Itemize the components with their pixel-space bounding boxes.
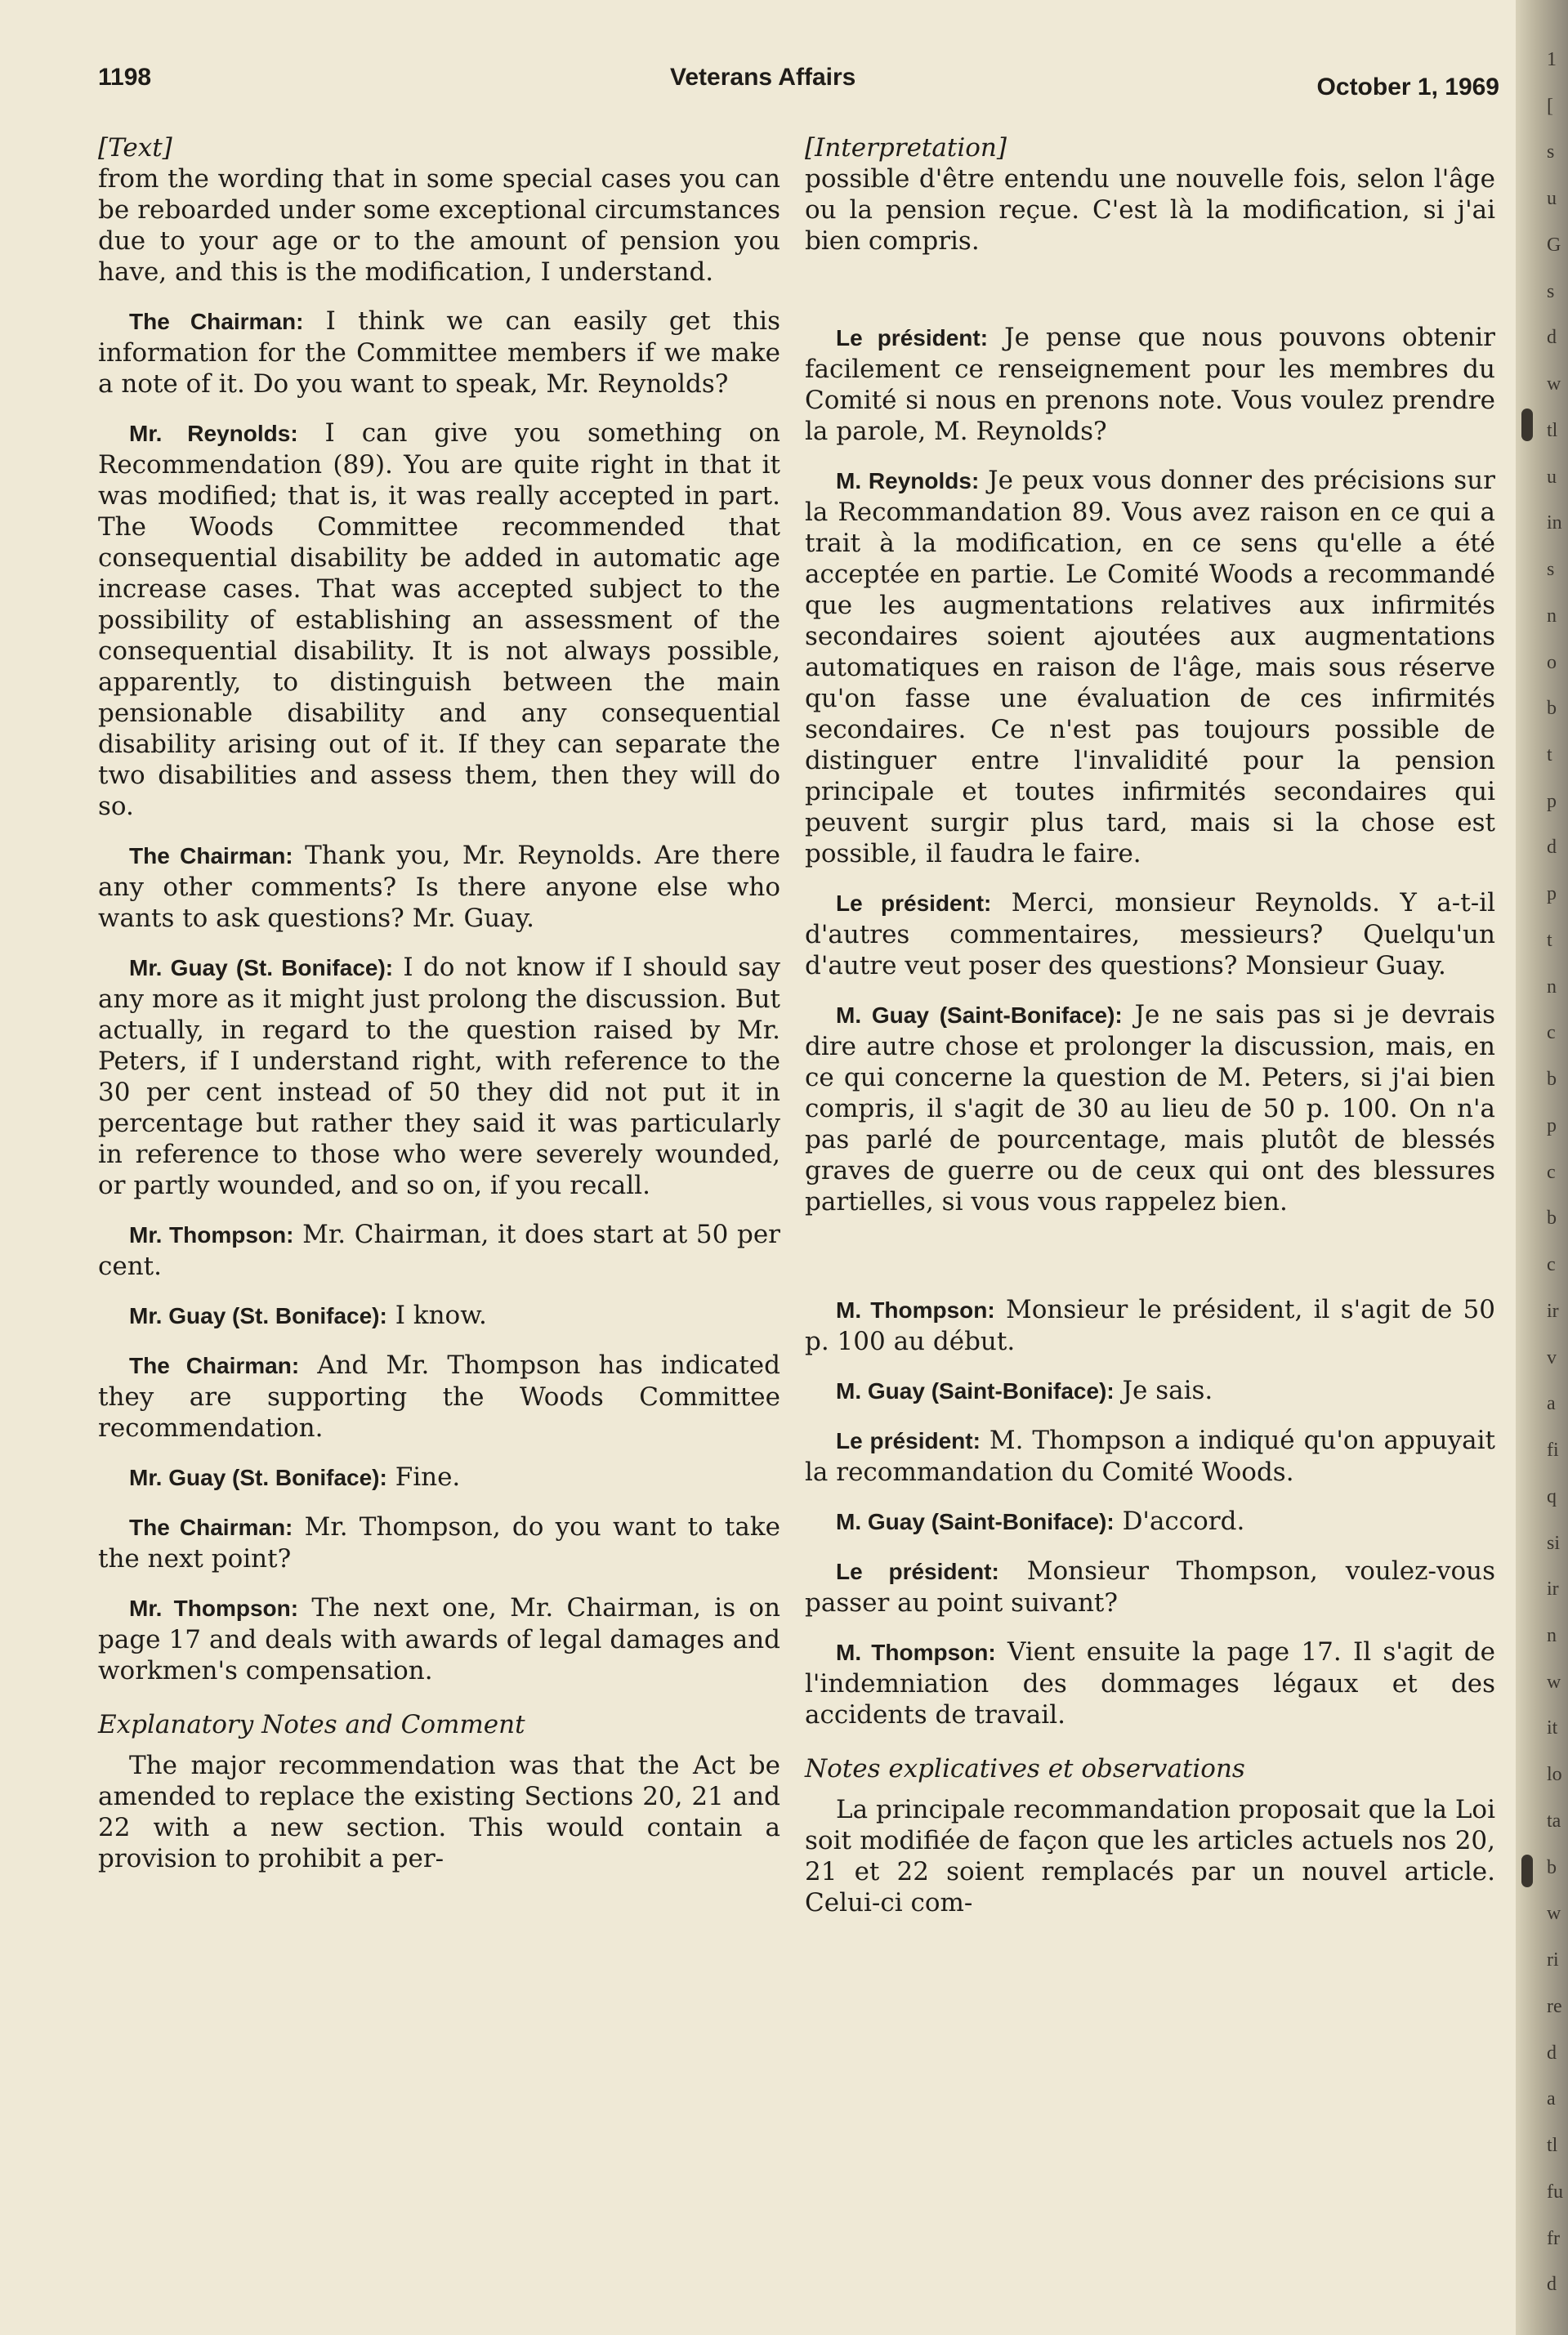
facing-page-fragment: c xyxy=(1547,1022,1556,1044)
facing-page-fragment: s xyxy=(1547,280,1555,302)
speaker-name: M. Guay (Saint-Boniface): xyxy=(836,1002,1123,1028)
page-date: October 1, 1969 xyxy=(1316,74,1499,100)
speaker-name: The Chairman: xyxy=(129,1515,293,1540)
section-subheading: Notes explicatives et observations xyxy=(805,1754,1245,1784)
speech-text: Je peux vous donner des précisions sur la Recommandation 89. Vous avez raison en ce qui a trait à la modification, en ce sens qu'elle a été acceptée en partie. Le Comité Woods a recommandé que les augmentations relatives aux infirmités secondaires soient ajoutées aux augmentations automatiques en raison de l'âge, mais sous réserve qu'on fasse une évaluation de ces infirmités secondaires. Ce n'est pas toujours possible de distinguer entre l'invalidité pour la pension principale et toutes infirmités secondaires qui peuvent surgir plus tard, mais si la chose est possible, il faudra le faire. xyxy=(805,466,1495,868)
facing-page-fragment: p xyxy=(1547,883,1557,905)
facing-page-fragment: o xyxy=(1547,651,1557,673)
speech-text: I think we can easily get this information for the Committee members if we make a note of it. Do you want to speak, Mr. Reynolds? xyxy=(98,306,780,399)
speech-text: I do not know if I should say any more as it might just prolong the discussion. But actually, in regard to the question raised by Mr. Peters, if I understand right, with reference to the 30 per cent instead of 50 they did not put it in percentage but rather they said it was particularly in reference to those who were severely wounded, or partly wounded, and so on, if you recall. xyxy=(98,953,781,1200)
facing-page-fragment: it xyxy=(1547,1717,1558,1739)
speaker-name: The Chairman: xyxy=(129,843,293,868)
speech-paragraph xyxy=(98,840,780,934)
speech-text: Je pense que nous pouvons obtenir facilement ce renseignement pour les membres du Comité si nous en prenons note. Vous voulez prendre la parole, M. Reynolds? xyxy=(805,323,1495,446)
facing-page-fragment: w xyxy=(1547,1671,1561,1693)
speech-paragraph xyxy=(805,1556,1495,1618)
speaker-name: M. Guay (Saint-Boniface): xyxy=(836,1509,1115,1534)
column-heading: [Interpretation] xyxy=(805,133,1007,163)
facing-page-fragment: q xyxy=(1547,1485,1557,1507)
section-subheading: Explanatory Notes and Comment xyxy=(98,1710,525,1739)
page-number: 1198 xyxy=(98,64,152,91)
speech-text: Fine. xyxy=(395,1462,461,1492)
facing-page-fragment: b xyxy=(1547,698,1557,720)
facing-page-fragment: n xyxy=(1547,976,1557,998)
page-header xyxy=(98,64,1499,105)
facing-page-fragment: fu xyxy=(1547,2181,1563,2203)
facing-page-fragment: s xyxy=(1547,141,1555,163)
facing-page-fragment: ir xyxy=(1547,1578,1559,1601)
speech-text: Je sais. xyxy=(1122,1376,1213,1405)
facing-page-fragment: d xyxy=(1547,2042,1557,2064)
speech-paragraph xyxy=(98,1592,780,1686)
column-heading: [Text] xyxy=(98,133,172,163)
facing-page-fragment: tl xyxy=(1547,2135,1558,2157)
continuation-paragraph: possible d'être entendu une nouvelle fois, selon l'âge ou la pension reçue. C'est là la modification, si j'ai bien compris. xyxy=(805,164,1495,256)
speech-paragraph xyxy=(805,1294,1495,1357)
speech-paragraph xyxy=(98,1511,780,1574)
facing-page-fragment: p xyxy=(1547,790,1557,812)
speech-paragraph xyxy=(805,322,1495,447)
speech-paragraph xyxy=(805,887,1495,981)
binding-hole-mark xyxy=(1521,409,1533,441)
speech-text: Vient ensuite la page 17. Il s'agit de l'indemniation des dommages légaux et des accidents de travail. xyxy=(805,1637,1496,1730)
binding-hole-mark xyxy=(1521,1855,1533,1887)
speech-text: Mr. Chairman, it does start at 50 per cent. xyxy=(98,1220,780,1281)
facing-page-fragment: n xyxy=(1547,1624,1557,1646)
facing-page-fragment: d xyxy=(1547,327,1557,349)
speech-paragraph xyxy=(98,1462,780,1493)
facing-page-fragment: a xyxy=(1547,1393,1556,1415)
facing-page-fragment: lo xyxy=(1547,1764,1562,1786)
speech-text: And Mr. Thompson has indicated they are supporting the Woods Committee recommendation. xyxy=(98,1351,780,1443)
facing-page-fragment: c xyxy=(1547,1161,1556,1183)
speaker-name: Le président: xyxy=(836,1428,981,1453)
facing-page-fragment: t xyxy=(1547,929,1552,951)
speech-text: Thank you, Mr. Reynolds. Are there any other comments? Is there anyone else who wants to ask questions? Mr. Guay. xyxy=(98,841,781,933)
speech-text: D'accord. xyxy=(1122,1507,1245,1536)
facing-page-fragment: 1 xyxy=(1547,49,1557,70)
speaker-name: M. Reynolds: xyxy=(836,468,980,493)
facing-page-fragment: v xyxy=(1547,1346,1557,1368)
speech-paragraph xyxy=(98,417,780,822)
speaker-name: Mr. Thompson: xyxy=(129,1596,299,1621)
speech-text: I can give you something on Recommendation (89). You are quite right in that it was modified; that is, it was really accepted in part. The Woods Committee recommended that consequential disability be added in automatic age increase cases. That was accepted subject to the possibility of establishing an assessment of the consequential disability. It is not always possible, apparently, to distinguish between the main pensionable disability and any consequential disability arising out of it. If they can separate the two disabilities and assess them, then they will do so. xyxy=(98,418,780,821)
speech-paragraph xyxy=(98,306,780,400)
facing-page-fragment: re xyxy=(1547,1995,1562,2017)
facing-page-fragment: w xyxy=(1547,1903,1561,1925)
speech-paragraph xyxy=(805,999,1495,1217)
facing-page-fragment: t xyxy=(1547,744,1552,766)
speaker-name: Le président: xyxy=(836,1559,999,1584)
speech-text: Mr. Thompson, do you want to take the next point? xyxy=(98,1512,780,1574)
facing-page-edge xyxy=(1540,0,1568,2335)
facing-page-fragment: ta xyxy=(1547,1810,1561,1832)
continuation-paragraph: from the wording that in some special cases you can be reboarded under some exceptional circumstances due to your age or to the amount of pension you have, and this is the modification, I understand. xyxy=(98,164,780,287)
speech-text: Je ne sais pas si je devrais dire autre chose et prolonger la discussion, mais, en ce qui concerne la question de M. Peters, si j'ai bien compris, il s'agit de 30 au lieu de 50 p. 100. On n'a pas parlé de pourcentage, mais plutôt de blessés graves de guerre ou de ceux qui ont des blessures partielles, si vous vous rappelez bien. xyxy=(805,1000,1495,1217)
speech-text: Monsieur le président, il s'agit de 50 p. 100 au début. xyxy=(805,1295,1495,1356)
facing-page-fragment: fr xyxy=(1547,2227,1560,2249)
french-column xyxy=(805,132,1495,1936)
speaker-name: Mr. Guay (St. Boniface): xyxy=(129,1303,387,1328)
speech-paragraph xyxy=(98,1350,780,1444)
speaker-name: The Chairman: xyxy=(129,309,304,334)
speaker-name: Mr. Reynolds: xyxy=(129,421,298,446)
facing-page-fragment: u xyxy=(1547,188,1557,210)
speaker-name: M. Thompson: xyxy=(836,1640,996,1665)
speech-paragraph xyxy=(98,1219,780,1282)
speaker-name: The Chairman: xyxy=(129,1353,300,1378)
speaker-name: M. Guay (Saint-Boniface): xyxy=(836,1378,1115,1404)
facing-page-fragment: d xyxy=(1547,837,1557,859)
facing-page-fragment: p xyxy=(1547,1114,1557,1136)
speaker-name: Mr. Guay (St. Boniface): xyxy=(129,955,394,980)
facing-page-fragment: si xyxy=(1547,1532,1561,1554)
facing-page-fragment: [ xyxy=(1547,95,1553,117)
speech-paragraph xyxy=(805,465,1495,869)
facing-page-fragment: u xyxy=(1547,466,1557,488)
facing-page-fragment: b xyxy=(1547,1856,1557,1878)
speech-paragraph xyxy=(805,1375,1495,1407)
speaker-name: Le président: xyxy=(836,325,989,350)
speech-text: I know. xyxy=(395,1301,487,1330)
speech-paragraph xyxy=(805,1425,1495,1488)
facing-page-fragment: in xyxy=(1547,512,1562,534)
facing-page-fragment: n xyxy=(1547,605,1557,627)
facing-page-fragment: tl xyxy=(1547,419,1558,441)
speech-paragraph xyxy=(98,1300,780,1332)
facing-page-fragment: s xyxy=(1547,559,1555,581)
facing-page-fragment: b xyxy=(1547,1069,1557,1091)
facing-page-fragment: w xyxy=(1547,373,1561,395)
facing-page-fragment: c xyxy=(1547,1254,1556,1276)
speech-text: M. Thompson a indiqué qu'on appuyait la recommandation du Comité Woods. xyxy=(805,1426,1495,1487)
facing-page-fragment: d xyxy=(1547,2274,1557,2296)
english-column xyxy=(98,132,780,1892)
facing-page-fragment: G xyxy=(1547,234,1561,256)
closing-paragraph: La principale recommandation proposait que la Loi soit modifiée de façon que les articles actuels nos 20, 21 et 22 soient remplacés par un nouvel article. Celui-ci com- xyxy=(805,1795,1495,1918)
speech-paragraph xyxy=(98,952,780,1201)
speech-paragraph xyxy=(805,1506,1495,1538)
speaker-name: Le président: xyxy=(836,891,992,916)
speaker-name: Mr. Thompson: xyxy=(129,1222,294,1248)
facing-page-fragment: ri xyxy=(1547,1949,1559,1971)
speech-text: Merci, monsieur Reynolds. Y a-t-il d'autres commentaires, messieurs? Quelqu'un d'autre veut poser des questions? Monsieur Guay. xyxy=(805,888,1495,980)
speech-paragraph xyxy=(805,1636,1495,1730)
speaker-name: Mr. Guay (St. Boniface): xyxy=(129,1465,387,1490)
speaker-name: M. Thompson: xyxy=(836,1297,995,1323)
facing-page-fragment: a xyxy=(1547,2088,1556,2110)
running-title: Veterans Affairs xyxy=(670,64,856,91)
closing-paragraph: The major recommendation was that the Act be amended to replace the existing Sections 20, 21 and 22 with a new section. This would contain a provision to prohibit a per- xyxy=(98,1751,780,1873)
speech-text: Monsieur Thompson, voulez-vous passer au point suivant? xyxy=(805,1556,1496,1618)
speech-text: The next one, Mr. Chairman, is on page 17 and deals with awards of legal damages and workmen's compensation. xyxy=(98,1593,781,1685)
facing-page-fragment: b xyxy=(1547,1208,1557,1230)
facing-page-fragment: fi xyxy=(1547,1440,1559,1462)
facing-page-fragment: ir xyxy=(1547,1300,1559,1322)
